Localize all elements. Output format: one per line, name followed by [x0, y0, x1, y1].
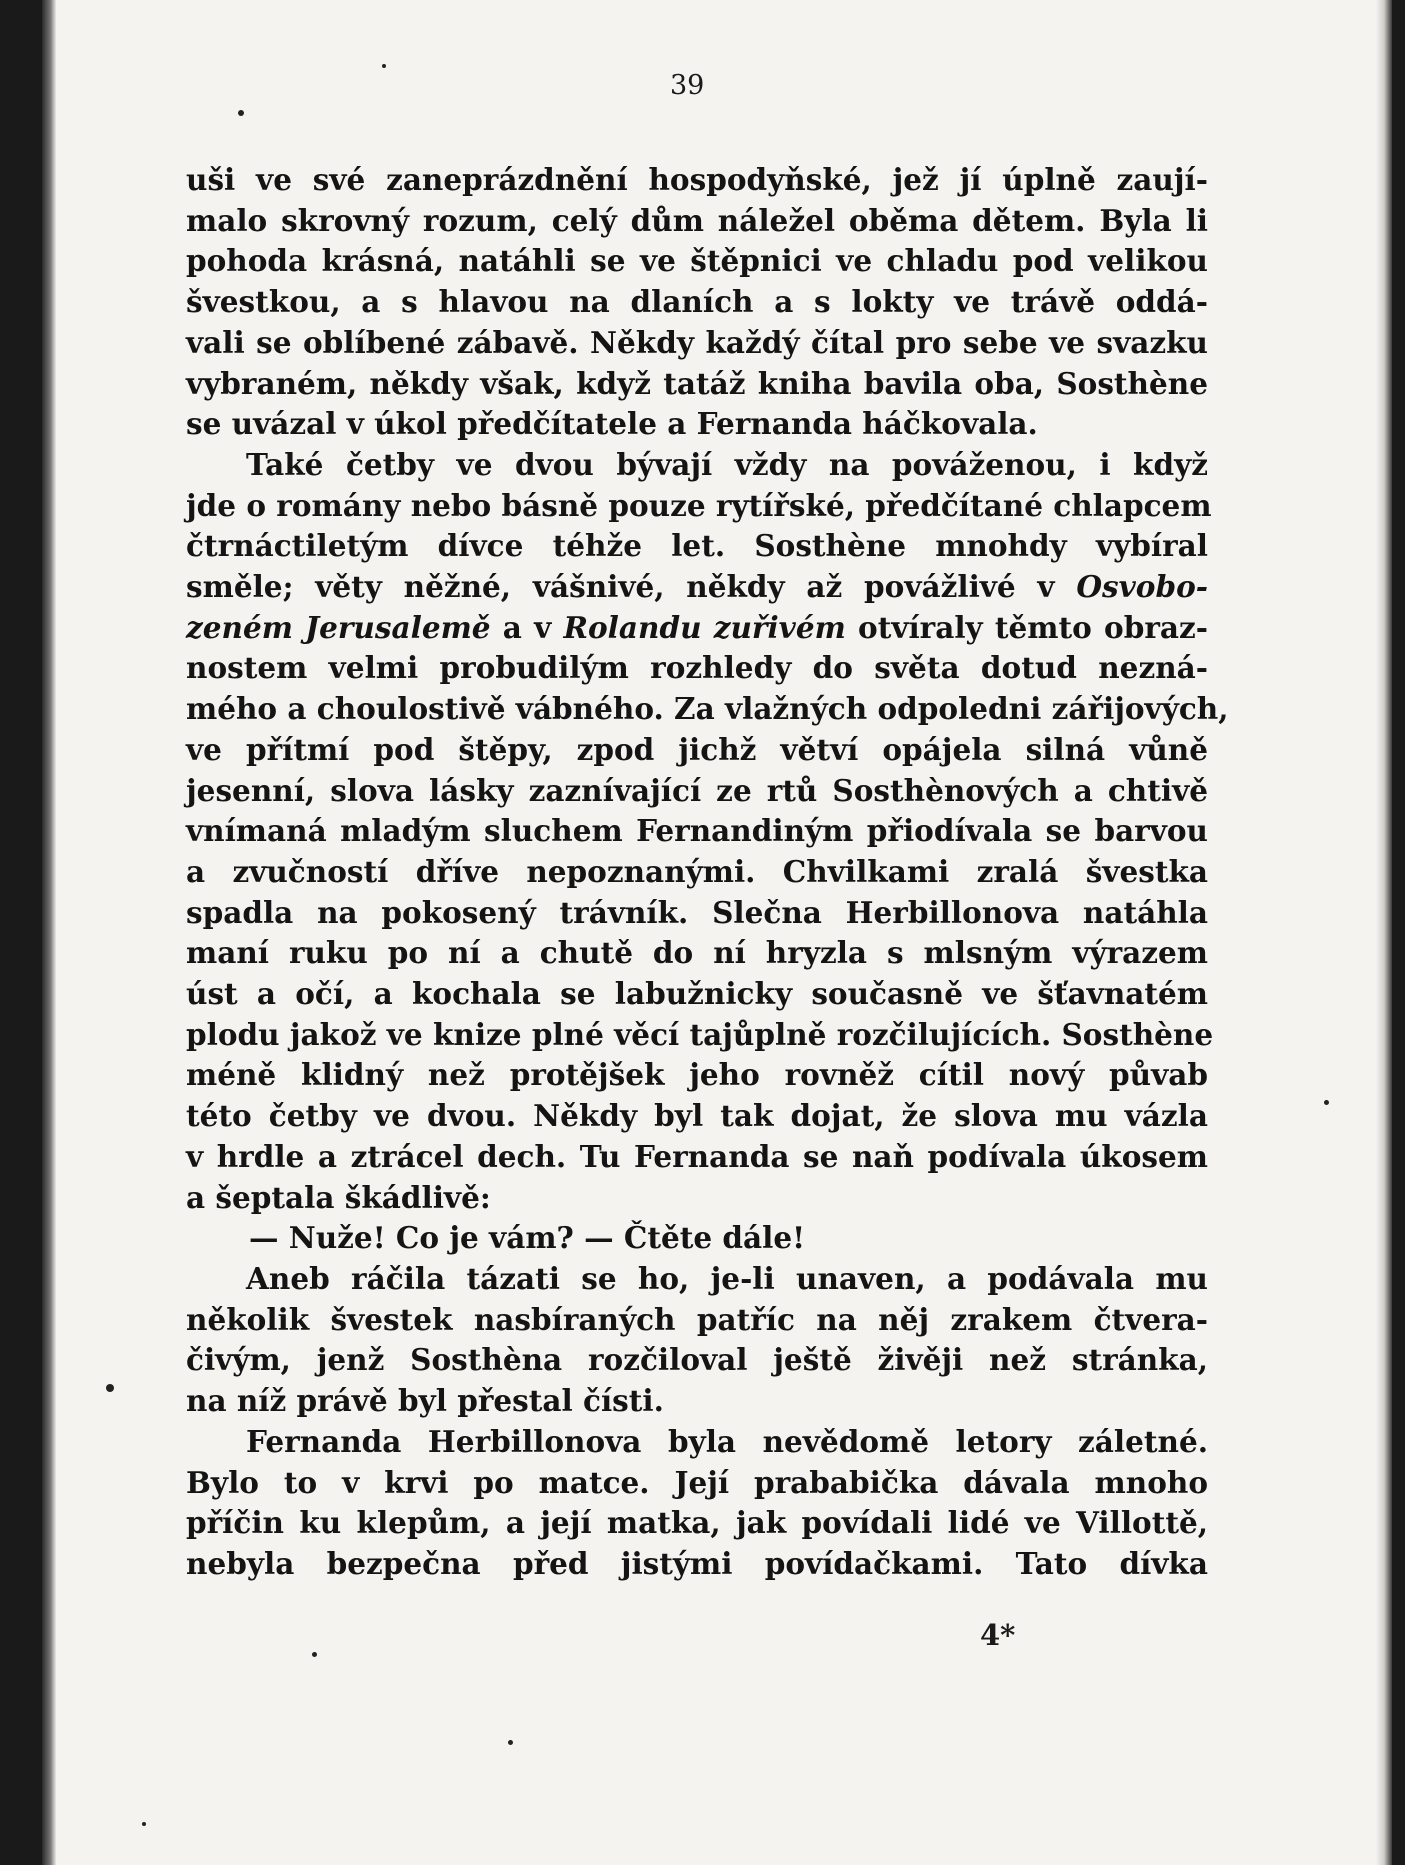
text-line: a šeptala škádlivě: — [186, 1179, 491, 1215]
text-line — [186, 567, 1208, 608]
print-speck — [312, 1652, 317, 1657]
print-speck — [1324, 1100, 1329, 1105]
print-speck — [142, 1822, 146, 1826]
print-speck — [382, 64, 386, 68]
text-line: spadla na pokosený trávník. Slečna Herbillonova natáhla — [186, 894, 1208, 930]
text-line: Fernanda Herbillonova byla nevědomě letory záletné. — [246, 1423, 1208, 1459]
text-line: nostem velmi probudilým rozhledy do světa dotud nezná- — [186, 650, 1208, 686]
text-line: této četby ve dvou. Někdy byl tak dojat, že slova mu vázla — [186, 1098, 1208, 1134]
text-line — [186, 608, 1208, 649]
book-page — [42, 0, 1392, 1865]
text-line: méně klidný než protějšek jeho rovněž cítil nový půvab — [186, 1057, 1208, 1093]
text-line: nebyla bezpečna před jistými povídačkami. Tato dívka — [186, 1545, 1208, 1581]
text-line: a zvučností dříve nepoznanými. Chvilkami zralá švestka — [186, 853, 1208, 889]
text-line: se uvázal v úkol předčítatele a Fernanda háčkovala. — [186, 406, 1038, 442]
text-line: několik švestek nasbíraných patříc na něj zrakem čtvera- — [186, 1301, 1208, 1337]
text-line: příčin ku klepům, a její matka, jak povídali lidé ve Villottě, — [186, 1505, 1208, 1541]
text-line: malo skrovný rozum, celý dům náležel oběma dětem. Byla li — [186, 202, 1208, 238]
page-edge-shadow — [1376, 0, 1392, 1865]
text-line: pohoda krásná, natáhli se ve štěpnici ve chladu pod velikou — [186, 243, 1208, 279]
text-line: maní ruku po ní a chutě do ní hryzla s mlsným výrazem — [186, 935, 1208, 971]
dialog-line: — Nuže! Co je vám? — Čtěte dále! — [249, 1220, 806, 1256]
italic-title: Osvobo- — [1076, 569, 1208, 605]
page-spine-shadow — [42, 0, 56, 1865]
text-line: vali se oblíbené zábavě. Někdy každý čítal pro sebe ve svazku — [186, 324, 1208, 360]
text-line: jde o romány nebo básně pouze rytířské, předčítané chlapcem — [186, 487, 1212, 523]
text-line: vybraném, někdy však, když tatáž kniha bavila oba, Sosthène — [186, 365, 1208, 401]
print-speck — [238, 110, 244, 116]
text-line: Aneb ráčila tázati se ho, je-li unaven, a podávala mu — [246, 1260, 1208, 1296]
italic-title: Rolandu zuřivém — [563, 609, 846, 645]
text-line: vnímaná mladým sluchem Fernandiným přiodívala se barvou — [186, 813, 1208, 849]
text-line: Bylo to v krvi po matce. Její prababička dávala mnoho — [186, 1464, 1208, 1500]
italic-title: zeném Jerusalemě — [186, 609, 491, 645]
body-text — [186, 160, 1229, 1585]
page-number: 39 — [670, 70, 705, 101]
text-line: v hrdle a ztrácel dech. Tu Fernanda se naň podívala úkosem — [186, 1138, 1208, 1174]
text-line: ve přítmí pod štěpy, zpod jichž větví opájela silná vůně — [186, 731, 1208, 767]
signature-mark: 4* — [980, 1618, 1016, 1652]
text-line: švestkou, a s hlavou na dlaních a s lokty ve trávě oddá- — [186, 284, 1208, 320]
text-line: uši ve své zaneprázdnění hospodyňské, jež jí úplně zaují- — [186, 162, 1208, 197]
text-line: Také četby ve dvou bývají vždy na pováženou, i když — [246, 446, 1208, 482]
text-line: plodu jakož ve knize plné věcí tajůplně rozčilujících. Sosthène — [186, 1016, 1214, 1052]
text-segment: a v — [490, 609, 564, 645]
text-line: jesenní, slova lásky zaznívající ze rtů Sosthènových a chtivě — [186, 772, 1208, 808]
text-line: čivým, jenž Sosthèna rozčiloval ještě živěji než stránka, — [186, 1342, 1208, 1378]
text-line: na níž právě byl přestal čísti. — [186, 1383, 664, 1419]
text-line: mého a choulostivě vábného. Za vlažných odpoledni zářijových, — [186, 691, 1229, 727]
print-speck — [106, 1384, 114, 1392]
text-line: úst a očí, a kochala se labužnicky současně ve šťavnatém — [186, 976, 1208, 1012]
text-segment: otvíraly těmto obraz- — [845, 609, 1208, 645]
text-line: čtrnáctiletým dívce téhže let. Sosthène mnohdy vybíral — [186, 528, 1208, 564]
text-segment: směle; věty něžné, vášnivé, někdy až povážlivé v — [186, 569, 1077, 605]
print-speck — [508, 1740, 513, 1745]
